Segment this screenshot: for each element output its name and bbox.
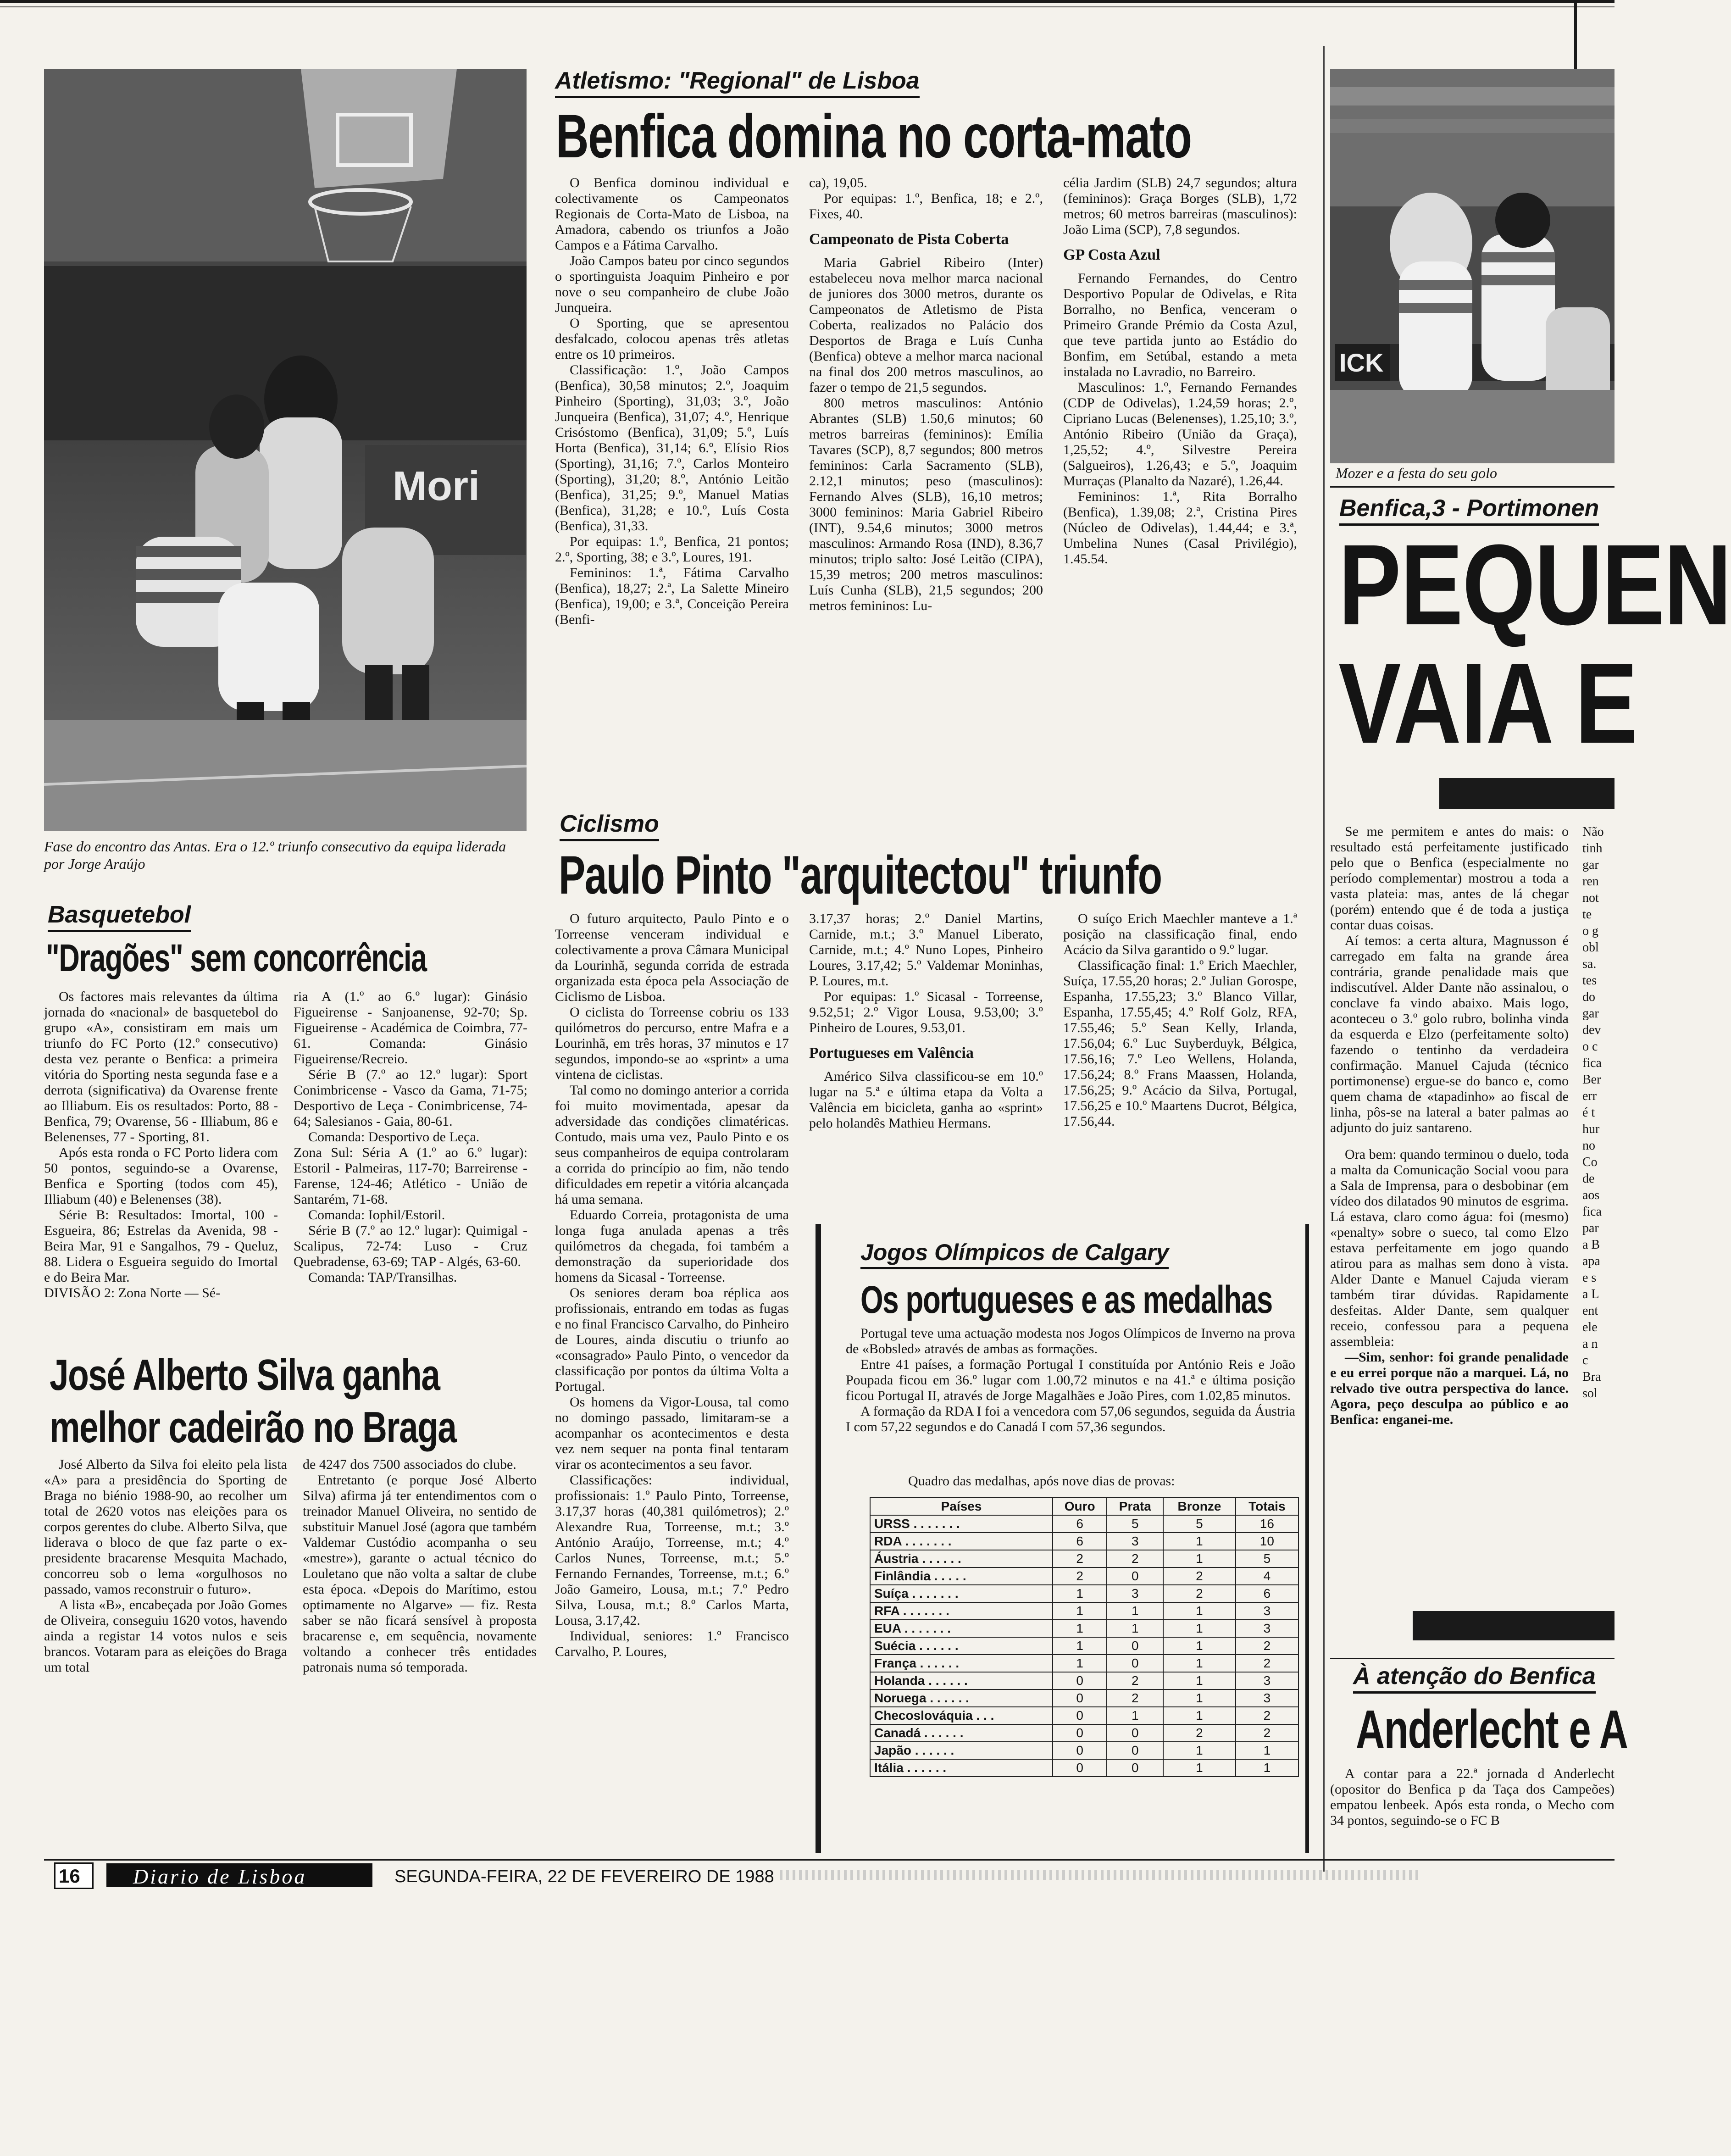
atletismo-c2-p1: ca), 19,05. bbox=[809, 175, 867, 190]
ciclismo-p4: Eduardo Correia, protagonista de uma longa fuga anulada apenas a três quilómetros da chegada, foi também a demonstração da superioridade dos homens da Sicasal - Torreense. bbox=[555, 1207, 789, 1285]
benfica-caption-rule bbox=[1330, 486, 1614, 488]
atletismo-col-3 bbox=[1063, 175, 1297, 785]
medal-count-cell: 1 bbox=[1107, 1602, 1163, 1620]
calgary-body bbox=[846, 1326, 1295, 1463]
calgary-box-left-border bbox=[816, 1224, 821, 1853]
medal-table-row bbox=[870, 1515, 1298, 1533]
benfica-col-2-fragment: sol bbox=[1582, 1386, 1598, 1400]
medal-table-row bbox=[870, 1707, 1298, 1724]
medal-country-cell: EUA . . . . . . . bbox=[870, 1620, 1053, 1637]
calgary-p2: Entre 41 países, a formação Portugal I constituída por António Reis e João Poupada ficou em 36.º lugar com 1.00,72 minutos e na 41.ª e última posição ficou Portugal II, através de Jorge Magalhães e João Pires, com 1.02,85 minutos. bbox=[846, 1357, 1295, 1403]
medal-table-row bbox=[870, 1567, 1298, 1585]
atletismo-p2: João Campos bateu por cinco segundos o sportinguista Joaquim Pinheiro e por nove o seu companheiro de clube João Junqueira. bbox=[555, 253, 789, 315]
medal-col-header: Totais bbox=[1236, 1498, 1298, 1515]
medal-count-cell: 2 bbox=[1053, 1550, 1107, 1567]
medal-country-cell: Noruega . . . . . . bbox=[870, 1689, 1053, 1707]
medal-count-cell: 1 bbox=[1163, 1742, 1236, 1759]
benfica-col-2-fragment: tinh bbox=[1582, 841, 1603, 856]
medal-count-cell: 2 bbox=[1107, 1672, 1163, 1689]
benfica-col-1 bbox=[1330, 824, 1569, 1604]
braga-col-1 bbox=[44, 1457, 287, 1847]
medal-country-cell: Holanda . . . . . . bbox=[870, 1672, 1053, 1689]
medal-table-row bbox=[870, 1672, 1298, 1689]
basketball-photo-image bbox=[44, 69, 527, 831]
anderlecht-kicker-text: À atenção do Benfica bbox=[1353, 1663, 1596, 1694]
benfica-col-2-fragment: Ber bbox=[1582, 1072, 1601, 1087]
braga-col-2 bbox=[303, 1457, 537, 1847]
atletismo-c3-p1: célia Jardim (SLB) 24,7 segundos; altura (femininos): Graça Borges (SLB), 1,72 metros; 60 metros barreiras (masculinos): João Lima (SCP), 7,8 segundos. bbox=[1063, 175, 1297, 237]
benfica-col-2-fragment: o g bbox=[1582, 924, 1598, 938]
medal-count-cell: 16 bbox=[1236, 1515, 1298, 1533]
medal-count-cell: 5 bbox=[1107, 1515, 1163, 1533]
medal-count-cell: 0 bbox=[1107, 1742, 1163, 1759]
benfica-col-2-fragment: do bbox=[1582, 990, 1595, 1004]
benfica-p1: Se me permitem e antes do mais: o resultado está perfeitamente justificado pelo que o Benfica (especialmente no período complementar) mostrou a toda a vasta plateia: mas, antes de lá chegar (porém) entendo que é de toda a justiça contar duas coisas. bbox=[1330, 824, 1569, 933]
medal-country-cell: URSS . . . . . . . bbox=[870, 1515, 1053, 1533]
benfica-col-2-fragment: o c bbox=[1582, 1039, 1598, 1054]
medal-count-cell: 3 bbox=[1236, 1620, 1298, 1637]
benfica-col-2-fragment: ent bbox=[1582, 1304, 1598, 1318]
medal-table-row bbox=[870, 1585, 1298, 1602]
medal-table-row bbox=[870, 1550, 1298, 1567]
atletismo-p1: O Benfica dominou individual e colectivamente os Campeonatos Regionais de Corta-Mato de Lisboa, na Amadora, cabendo os triunfos a João Campos e a Fátima Carvalho. bbox=[555, 175, 789, 253]
benfica-p3: Ora bem: quando terminou o duelo, toda a malta da Comunicação Social voou para a Sala de Imprensa, para o desbobinar (em vídeo dos dilatados 90 minutos de esgrima. Lá estava, claro como água: foi (mesmo) «penalty» sobre o sueco, tal como Elzo estava perfeitamente em jogo quando atirou para as malhas sem dono à vista. Alder Dante e Manuel Cajuda vieram também tirar dúvidas. Rapidamente desfeitas. Alder Dante, sem qualquer receio, confessou para a pequena assembleia: bbox=[1330, 1147, 1569, 1349]
medal-table-row bbox=[870, 1602, 1298, 1620]
medal-count-cell: 4 bbox=[1236, 1567, 1298, 1585]
medal-count-cell: 0 bbox=[1053, 1724, 1107, 1742]
medal-count-cell: 0 bbox=[1053, 1759, 1107, 1777]
benfica-kicker bbox=[1339, 495, 1599, 522]
medal-count-cell: 1 bbox=[1163, 1602, 1236, 1620]
basquetebol-col-1 bbox=[44, 989, 278, 1347]
atletismo-kicker bbox=[555, 67, 920, 94]
benfica-kicker-text: Benfica,3 - Portimonen bbox=[1339, 495, 1599, 526]
medal-table-row bbox=[870, 1620, 1298, 1637]
medal-country-cell: Canadá . . . . . . bbox=[870, 1724, 1053, 1742]
medal-count-cell: 2 bbox=[1163, 1724, 1236, 1742]
atletismo-kicker-text: Atletismo: "Regional" de Lisboa bbox=[555, 67, 920, 98]
medal-country-cell: Áustria . . . . . . bbox=[870, 1550, 1053, 1567]
benfica-col-2-fragment: not bbox=[1582, 891, 1599, 905]
medal-table-title: Quadro das medalhas, após nove dias de provas: bbox=[908, 1473, 1175, 1489]
basquetebol-c2-p1: ria A (1.º ao 6.º lugar): Ginásio Figueirense - Sanjoanense, 92-70; Sp. Figueirense - Académica de Coimbra, 77-61. Comanda: Ginásio Figueirense/Recreio. bbox=[294, 989, 527, 1067]
ciclismo-p6: Os homens da Vigor-Lousa, tal como no domingo passado, limitaram-se a acompanhar os acontecimentos e desta vez nem sequer na ponta final tentaram virar os acontecimentos a seu favor. bbox=[555, 1395, 789, 1472]
benfica-col-2-fragment: fica bbox=[1582, 1056, 1602, 1070]
medal-count-cell: 10 bbox=[1236, 1533, 1298, 1550]
medal-count-cell: 2 bbox=[1163, 1585, 1236, 1602]
medal-count-cell: 0 bbox=[1107, 1724, 1163, 1742]
medal-count-cell: 0 bbox=[1053, 1689, 1107, 1707]
svg-text:Mori: Mori bbox=[393, 463, 480, 509]
benfica-col-2-fragment: ren bbox=[1582, 874, 1599, 889]
calgary-p1: Portugal teve uma actuação modesta nos Jogos Olímpicos de Inverno na prova de «Bobsled» através de ambas as formações. bbox=[846, 1326, 1295, 1356]
medal-count-cell: 0 bbox=[1107, 1655, 1163, 1672]
basquetebol-c2-p5: Comanda: Iophil/Estoril. bbox=[308, 1207, 445, 1222]
benfica-p2: Aí temos: a certa altura, Magnusson é carregado em falta na grande área contrária, grande penalidade mais que indiscutível. Alder Dante não assinalou, o conclave fa vindo abaixo. Mais logo, aconteceu o 3.º golo rubro, bolinha vinda da esquerda e Elzo (perfeitamente solto) fazendo o tentinho da verdadeira confirmação. Manuel Cajuda (técnico portimonense) ergue-se do banco e, como quem chama de «tapadinho» ao fiscal de linha, pôs-se na lateral a bater palmas ao adjunto do juiz santareno. bbox=[1330, 933, 1569, 1135]
medal-count-cell: 1 bbox=[1163, 1620, 1236, 1637]
ciclismo-c3-p2: Classificação final: 1.º Erich Maechler, Suíça, 17.55,20 horas; 2.º Julian Gorospe, Espanha, 17.55,23; 3.º Blanco Villar, Espanha, 17.55,45; 4.º Rolf Golz, RFA, 17.55,46; 5.º Sean Kelly, Irlanda, 17.56,04; 6.º Luc Suyberduyk, Bélgica, 17.56,16; 7.º Leo Wellens, Holanda, 17.56,24; 8.º Frans Maassen, Holanda, 17.56,25; 9.º Acácio da Silva, Portugal, 17.56,25 e 10.º Maartens Ducrot, Bélgica, 17.56,44. bbox=[1063, 958, 1297, 1129]
benfica-col-2-fragment: par bbox=[1582, 1221, 1599, 1235]
ciclismo-col-3 bbox=[1063, 911, 1297, 1214]
medal-count-cell: 6 bbox=[1053, 1533, 1107, 1550]
medal-table-body bbox=[870, 1515, 1298, 1777]
benfica-headline-line-2: VAIA E bbox=[1338, 639, 1637, 767]
ciclismo-kicker-text: Ciclismo bbox=[560, 811, 659, 841]
medal-count-cell: 2 bbox=[1163, 1567, 1236, 1585]
ciclismo-c2-p1: 3.17,37 horas; 2.º Daniel Martins, Carnide, m.t.; 3.º Manuel Liberato, Carnide, m.t.; 4.º Nuno Lopes, Pinheiro Loures, 3.17,42; 5.º Valdemar Moninhas, P. Loures, m.t. bbox=[809, 911, 1043, 989]
top-border-thin bbox=[0, 6, 1614, 7]
calgary-kicker bbox=[860, 1239, 1169, 1266]
benfica-black-bar-bottom bbox=[1413, 1611, 1614, 1640]
top-border bbox=[0, 0, 1614, 3]
medal-table bbox=[870, 1497, 1299, 1777]
medal-count-cell: 2 bbox=[1236, 1655, 1298, 1672]
atletismo-col-2 bbox=[809, 175, 1043, 785]
basquetebol-col-2 bbox=[294, 989, 527, 1347]
atletismo-c3-p3: Masculinos: 1.º, Fernando Fernandes (CDP de Odivelas), 1.24,59 horas; 2.º, Cipriano Lucas (Belenenses), 1.25,10; 3.º, António Ribeiro (União da Graça), 1,25,52; 4.º, Silvestre Pereira (Salgueiros), 1.26,43; e 5.º, Joaquim Murraças (Planalto da Nazaré), 1.26,44. bbox=[1063, 380, 1297, 489]
benfica-col-2-fragment: a B bbox=[1582, 1238, 1600, 1252]
braga-headline-line-2: melhor cadeirão no Braga bbox=[50, 1403, 456, 1452]
ciclismo-valencia-subhead: Portugueses em Valência bbox=[809, 1045, 974, 1061]
ciclismo-col-2 bbox=[809, 911, 1043, 1168]
ciclismo-p3: Tal como no domingo anterior a corrida foi muito movimentada, apesar da adversidade das condições climatéricas. Contudo, mais uma vez, Paulo Pinto e os seus companheiros de equipa controlaram a corrida do princípio ao fim, não tendo dificuldades em repetir a vitória alcançada há uma semana. bbox=[555, 1083, 789, 1207]
medal-col-header: Bronze bbox=[1163, 1498, 1236, 1515]
medal-count-cell: 5 bbox=[1236, 1550, 1298, 1567]
benfica-col-2-fragment: Co bbox=[1582, 1155, 1598, 1169]
medal-count-cell: 6 bbox=[1053, 1515, 1107, 1533]
medal-table-row bbox=[870, 1637, 1298, 1655]
ciclismo-c2-p2: Por equipas: 1.º Sicasal - Torreense, 9.52,51; 2.º Vigor Lousa, 9.53,00; 3.º Pinheiro de Loures, 9.53,01. bbox=[809, 989, 1043, 1035]
ciclismo-p2: O ciclista do Torreense cobriu os 133 quilómetros do percurso, entre Mafra e a Lourinhã, em três horas, 37 minutos e 17 segundos, impondo-se ao «sprint» a uma vintena de ciclistas. bbox=[555, 1005, 789, 1082]
medal-count-cell: 6 bbox=[1236, 1585, 1298, 1602]
medal-count-cell: 3 bbox=[1236, 1602, 1298, 1620]
ciclismo-p8: Individual, seniores: 1.º Francisco Carvalho, P. Loures, bbox=[555, 1628, 789, 1659]
ciclismo-p1: O futuro arquitecto, Paulo Pinto e o Torreense venceram individual e colectivamente a prova Câmara Municipal da Lourinhã, segunda corrida de estrada organizada esta época pela Associação de Ciclismo de Lisboa. bbox=[555, 911, 789, 1004]
braga-c2-p1: de 4247 dos 7500 associados do clube. bbox=[303, 1457, 516, 1472]
calgary-headline: Os portugueses e as medalhas bbox=[860, 1278, 1272, 1321]
atletismo-p3: O Sporting, que se apresentou desfalcado, colocou apenas três atletas entre os 10 primeiros. bbox=[555, 316, 789, 362]
benfica-col-2-fragment: err bbox=[1582, 1089, 1597, 1103]
benfica-photo-image bbox=[1330, 69, 1614, 463]
footer-rule bbox=[44, 1859, 1614, 1861]
braga-headline-line-1: José Alberto Silva ganha bbox=[50, 1350, 440, 1400]
medal-count-cell: 2 bbox=[1236, 1707, 1298, 1724]
medal-table-row bbox=[870, 1759, 1298, 1777]
benfica-col-2-fragment: dev bbox=[1582, 1023, 1601, 1037]
atletismo-c2-p4: 800 metros masculinos: António Abrantes (SLB) 1.50,6 minutos; 60 metros barreiras (femininos): Emília Tavares (SCP), 8,7 segundos; 800 metros femininos: Carla Sacramento (SLB), 2.12,1 minutos; peso (masculinos): Fernando Alves (SLB), 16,10 metros; 3000 femininos: Maria Gabriel Ribeiro (INT), 9.54,6 minutos; 3000 metros masculinos: Armando Rosa (IND), 8.36,7 minutos; triplo salto: José Leitão (CIPA), 15,39 metros; 200 metros masculinos: Luís Cunha (SLB), 21,5 segundos; 200 metros femininos: Lu- bbox=[809, 395, 1043, 613]
medal-country-cell: Itália . . . . . . bbox=[870, 1759, 1053, 1777]
medal-table-row bbox=[870, 1533, 1298, 1550]
benfica-col-2-fragment: sa. bbox=[1582, 957, 1597, 971]
benfica-black-bar-top bbox=[1439, 778, 1614, 809]
medal-country-cell: RDA . . . . . . . bbox=[870, 1533, 1053, 1550]
medal-table-row bbox=[870, 1655, 1298, 1672]
calgary-box-right-border bbox=[1305, 1224, 1309, 1853]
benfica-photo bbox=[1330, 69, 1614, 463]
medal-count-cell: 1 bbox=[1163, 1637, 1236, 1655]
benfica-col-2-fragment: c bbox=[1582, 1353, 1588, 1367]
basquetebol-c2-p6: Série B (7.º ao 12.º lugar): Quimigal - Scalipus, 72-74: Luso - Cruz Quebradense, 63-69; TAP - Algés, 63-60. bbox=[294, 1223, 527, 1269]
atletismo-c2-p3: Maria Gabriel Ribeiro (Inter) estabeleceu nova melhor marca nacional de juniores dos 3000 metros, durante os Campeonatos de Atletismo de Pista Coberta, realizados no Palácio dos Desportos de Braga e Luís Cunha (Benfica) obteve a melhor marca nacional na final dos 200 metros masculinos, ao fazer o tempo de 21,5 segundos. bbox=[809, 255, 1043, 395]
atletismo-p4: Classificação: 1.º, João Campos (Benfica), 30,58 minutos; 2.º, Joaquim Pinheiro (Sporting), 31,03; 3.º, João Junqueira (Benfica), 31,07; 4.º, Henrique Crisóstomo (Benfica), 31,09; 5.º, Luís Horta (Benfica), 31,14; 6.º, Elísio Rios (Sporting), 31,16; 7.º, Carlos Monteiro (Sporting), 31,20; 8.º, António Leitão (Benfica), 31,25; 9.º, Manuel Matias (Benfica), 31,28; e 10.º, Luís Costa (Benfica), 31,33. bbox=[555, 362, 789, 533]
medal-count-cell: 1 bbox=[1053, 1620, 1107, 1637]
atletismo-c2-p2: Por equipas: 1.º, Benfica, 18; e 2.º, Fixes, 40. bbox=[809, 191, 1043, 222]
atletismo-headline: Benfica domina no corta-mato bbox=[556, 102, 1192, 171]
medal-count-cell: 5 bbox=[1163, 1515, 1236, 1533]
medal-count-cell: 3 bbox=[1107, 1585, 1163, 1602]
medal-count-cell: 2 bbox=[1236, 1637, 1298, 1655]
ciclismo-p5: Os seniores deram boa réplica aos profissionais, entrando em todas as fugas e no final Francisco Carvalho, do Pinheiro de Loures, ainda discutiu o triunfo ao «consagrado» Paulo Pinto, o vencedor da classificação por pontos da última Volta a Portugal. bbox=[555, 1285, 789, 1394]
medal-table-row bbox=[870, 1742, 1298, 1759]
benfica-col-2-fragment: apa bbox=[1582, 1254, 1600, 1268]
basketball-photo bbox=[44, 69, 527, 831]
medal-table-row bbox=[870, 1689, 1298, 1707]
medal-count-cell: 1 bbox=[1053, 1655, 1107, 1672]
medal-count-cell: 0 bbox=[1053, 1707, 1107, 1724]
page-number: 16 bbox=[59, 1865, 80, 1887]
calgary-kicker-text: Jogos Olímpicos de Calgary bbox=[860, 1239, 1169, 1269]
medal-count-cell: 2 bbox=[1053, 1567, 1107, 1585]
medal-count-cell: 1 bbox=[1236, 1742, 1298, 1759]
page-date: SEGUNDA-FEIRA, 22 DE FEVEREIRO DE 1988 bbox=[394, 1867, 774, 1886]
atletismo-pista-coberta-subhead: Campeonato de Pista Coberta bbox=[809, 231, 1009, 248]
svg-text:ICK: ICK bbox=[1339, 348, 1384, 377]
anderlecht-p1: A contar para a 22.ª jornada d Anderlecht (opositor do Benfica p da Taça dos Campeões) empatou lenbeek. Após esta ronda, o Mecho com 34 pontos, seguindo-se o FC B bbox=[1330, 1766, 1614, 1828]
benfica-headline-line-1: PEQUEN bbox=[1338, 521, 1731, 649]
atletismo-p6: Femininos: 1.ª, Fátima Carvalho (Benfica), 18,27; 2.ª, La Salette Mineiro (Benfica), 19,00; e 3.ª, Conceição Pereira (Benfi- bbox=[555, 565, 789, 627]
basquetebol-p4: DIVISÃO 2: Zona Norte — Sé- bbox=[44, 1285, 221, 1300]
basquetebol-c2-p2: Série B (7.º ao 12.º lugar): Sport Conimbricense - Vasco da Gama, 71-75; Desportivo de Leça - Conimbricense, 74-64; Salesianos - Gaia, 80-61. bbox=[294, 1067, 527, 1129]
medal-table-row bbox=[870, 1724, 1298, 1742]
medal-count-cell: 0 bbox=[1107, 1759, 1163, 1777]
medal-count-cell: 1 bbox=[1163, 1550, 1236, 1567]
braga-c2-p2: Entretanto (e porque José Alberto Silva) afirma já ter entendimentos com o treinador Manuel Oliveira, no sentido de substituir Manuel José (agora que também Valdemar Custódio acompanha o seu «mestre»), garante o actual técnico do Louletano que não volta a saltar de clube esta época. «Depois do Marítimo, estou optimamente no Algarve» — fiz. Resta saber se não ficará sensível à proposta bracarense e, em sequência, novamente voltando a conhecer três entidades patronais numa só temporada. bbox=[303, 1473, 537, 1675]
medal-count-cell: 0 bbox=[1107, 1567, 1163, 1585]
benfica-col-2-fragment: no bbox=[1582, 1139, 1595, 1153]
benfica-col-2-fragment: tes bbox=[1582, 973, 1597, 988]
medal-count-cell: 1 bbox=[1053, 1585, 1107, 1602]
medal-country-cell: Japão . . . . . . bbox=[870, 1742, 1053, 1759]
right-column-divider bbox=[1323, 46, 1325, 1872]
benfica-col-2-fragment: obl bbox=[1582, 940, 1599, 955]
ciclismo-col-1 bbox=[555, 911, 789, 1851]
basquetebol-p1: Os factores mais relevantes da última jornada do «nacional» de basquetebol do grupo «A», consistiram em mais um triunfo do FC Porto (12.º consecutivo) desta vez perante o Benfica: a primeira vitória do Sporting nesta segunda fase e a derrota (significativa) da Ovarense frente ao Illiabum. Eis os resultados: Porto, 88 - Benfica, 79; Ovarense, 56 - Illiabum, 86 e Belenenses, 77 - Sporting, 81. bbox=[44, 989, 278, 1145]
ciclismo-c2-p3: Américo Silva classificou-se em 10.º lugar na 5.ª e última etapa da Volta a Valência em bicicleta, ganha ao «sprint» pelo holandês Mathieu Hermans. bbox=[809, 1069, 1043, 1131]
medal-count-cell: 3 bbox=[1236, 1689, 1298, 1707]
benfica-col-2-fragment: hur bbox=[1582, 1122, 1600, 1136]
benfica-col-2-fragment: a L bbox=[1582, 1287, 1599, 1301]
medal-col-header: Países bbox=[870, 1498, 1053, 1515]
benfica-col-2-fragment: gar bbox=[1582, 858, 1599, 872]
atletismo-col-1 bbox=[555, 175, 789, 785]
medal-count-cell: 0 bbox=[1053, 1672, 1107, 1689]
medal-count-cell: 3 bbox=[1107, 1533, 1163, 1550]
benfica-col-2-fragment: ele bbox=[1582, 1320, 1598, 1334]
basketball-photo-caption: Fase do encontro das Antas. Era o 12.º triunfo consecutivo da equipa liderada por Jorge Araújo bbox=[44, 838, 506, 872]
medal-country-cell: França . . . . . . bbox=[870, 1655, 1053, 1672]
benfica-col-2-fragment: Bra bbox=[1582, 1370, 1601, 1384]
basquetebol-headline: "Dragões" sem concorrência bbox=[46, 936, 427, 979]
basquetebol-c2-p3: Comanda: Desportivo de Leça. bbox=[308, 1129, 480, 1145]
basquetebol-p3: Série B: Resultados: Imortal, 100 - Esgueira, 86; Estrelas da Avenida, 98 - Beira Mar, 91 e Sangalhos, 79 - Queluz, 88. Lidera o Esgueira seguido do Imortal e do Beira Mar. bbox=[44, 1207, 278, 1285]
atletismo-c3-p4: Femininos: 1.ª, Rita Borralho (Benfica), 1.39,08; 2.ª, Cristina Pires (Núcleo de Odivelas), 1.44,44; e 3.ª, Umbelina Nunes (Casal Privilégio), 1.45.54. bbox=[1063, 489, 1297, 567]
basquetebol-p2: Após esta ronda o FC Porto lidera com 50 pontos, seguindo-se a Ovarense, Benfica e Sporting (todos com 45), Illiabum (40) e Belenenses (38). bbox=[44, 1145, 278, 1207]
medal-table-header bbox=[870, 1498, 1298, 1515]
basquetebol-kicker bbox=[48, 901, 191, 928]
medal-count-cell: 2 bbox=[1236, 1724, 1298, 1742]
ciclismo-kicker bbox=[560, 810, 659, 838]
atletismo-gp-costa-azul-subhead: GP Costa Azul bbox=[1063, 246, 1160, 263]
medal-country-cell: Checoslováquia . . . bbox=[870, 1707, 1053, 1724]
anderlecht-body bbox=[1330, 1766, 1614, 1853]
basquetebol-kicker-text: Basquetebol bbox=[48, 901, 191, 932]
anderlecht-top-rule bbox=[1330, 1658, 1614, 1659]
benfica-col-2-fragment: fica bbox=[1582, 1205, 1602, 1219]
atletismo-p5: Por equipas: 1.º, Benfica, 21 pontos; 2.º, Sporting, 38; e 3.º, Loures, 191. bbox=[555, 534, 789, 565]
masthead: Diario de Lisboa bbox=[133, 1865, 307, 1888]
medal-count-cell: 2 bbox=[1107, 1550, 1163, 1567]
medal-count-cell: 3 bbox=[1236, 1672, 1298, 1689]
benfica-col-2-fragment: a n bbox=[1582, 1337, 1598, 1351]
benfica-col-2-fragment: Não bbox=[1582, 825, 1604, 839]
medal-count-cell: 1 bbox=[1163, 1689, 1236, 1707]
medal-count-cell: 0 bbox=[1053, 1742, 1107, 1759]
medal-count-cell: 1 bbox=[1163, 1759, 1236, 1777]
medal-country-cell: Finlândia . . . . . bbox=[870, 1567, 1053, 1585]
medal-count-cell: 1 bbox=[1053, 1602, 1107, 1620]
anderlecht-headline: Anderlecht e A bbox=[1356, 1699, 1628, 1760]
braga-p2: A lista «B», encabeçada por João Gomes de Oliveira, conseguiu 1620 votos, havendo ainda a registar 14 votos nulos e seis brancos. Votaram para as eleições do Braga um total bbox=[44, 1597, 287, 1675]
ciclismo-headline: Paulo Pinto "arquitectou" triunfo bbox=[559, 845, 1162, 906]
medal-count-cell: 0 bbox=[1107, 1637, 1163, 1655]
ciclismo-c3-p1: O suíço Erich Maechler manteve a 1.ª posição na classificação final, endo Acácio da Silva garantido o 9.º lugar. bbox=[1063, 911, 1297, 957]
ciclismo-p7: Classificações: individual, profissionais: 1.º Paulo Pinto, Torreense, 3.17,37 horas (40,381 quilómetros); 2.º Alexandre Rua, Torreense, m.t.; 3.º António Araújo, Torreense, m.t.; 4.º Carlos Nunes, Torreense, m.t.; 5.º Fernando Fernandes, Torreense, m.t.; 6.º João Gameiro, Lousa, m.t.; 7.º Pedro Silva, Lousa, m.t.; 8.º Carlos Marta, Lousa, 3.17,42. bbox=[555, 1473, 789, 1628]
benfica-photo-caption: Mozer e a festa do seu golo bbox=[1336, 465, 1497, 481]
medal-country-cell: RFA . . . . . . . bbox=[870, 1602, 1053, 1620]
atletismo-c3-p2: Fernando Fernandes, do Centro Desportivo Popular de Odivelas, e Rita Borralho, no Benfica, venceram o Primeiro Grande Prémio da Costa Azul, que teve partida junto ao Estádio do Bonfim, em Setúbal, estando a meta instalada no Lavradio, no Barreiro. bbox=[1063, 271, 1297, 379]
medal-col-header: Prata bbox=[1107, 1498, 1163, 1515]
medal-count-cell: 2 bbox=[1107, 1689, 1163, 1707]
anderlecht-kicker bbox=[1353, 1662, 1596, 1690]
medal-count-cell: 1 bbox=[1107, 1707, 1163, 1724]
benfica-col-2-fragment: aos bbox=[1582, 1188, 1600, 1202]
medal-count-cell: 1 bbox=[1163, 1655, 1236, 1672]
medal-country-cell: Suíça . . . . . . . bbox=[870, 1585, 1053, 1602]
medal-count-cell: 1 bbox=[1236, 1759, 1298, 1777]
footer-bleed-texture bbox=[780, 1870, 1422, 1880]
benfica-col-2-fragment: é t bbox=[1582, 1106, 1595, 1120]
medal-count-cell: 1 bbox=[1163, 1533, 1236, 1550]
benfica-col-2-fragment: e s bbox=[1582, 1271, 1597, 1285]
medal-count-cell: 1 bbox=[1163, 1707, 1236, 1724]
benfica-col-2 bbox=[1582, 824, 1614, 1604]
basquetebol-c2-p7: Comanda: TAP/Transilhas. bbox=[308, 1270, 457, 1285]
medal-count-cell: 1 bbox=[1053, 1637, 1107, 1655]
basquetebol-c2-p4: Zona Sul: Séria A (1.º ao 6.º lugar): Estoril - Palmeiras, 117-70; Barreirense -Farense, 124-46; Atlético - União de Santarém, 71-68. bbox=[294, 1145, 527, 1207]
benfica-col-2-fragment: te bbox=[1582, 907, 1592, 922]
medal-country-cell: Suécia . . . . . . bbox=[870, 1637, 1053, 1655]
calgary-p3: A formação da RDA I foi a vencedora com 57,06 segundos, seguida da Áustria I com 57,22 segundos e do Canadá I com 57,36 segundos. bbox=[846, 1404, 1295, 1434]
benfica-col-2-fragment: de bbox=[1582, 1172, 1595, 1186]
medal-col-header: Ouro bbox=[1053, 1498, 1107, 1515]
braga-p1: José Alberto da Silva foi eleito pela lista «A» para a presidência do Sporting de Braga no biénio 1988-90, ao recolher um total de 2620 votos nas eleições para os corpos gerentes do clube. Alberto Silva, que liderava o bloco de que faz parte o ex-presidente bracarense Mesquita Machado, concorreu sob o lema «orgulhosos no passado, vamos reconstruir o futuro». bbox=[44, 1457, 287, 1597]
medal-count-cell: 1 bbox=[1107, 1620, 1163, 1637]
medal-count-cell: 1 bbox=[1163, 1672, 1236, 1689]
benfica-p4: —Sim, senhor: foi grande penalidade e eu errei porque não a marquei. Lá, no relvado tive outra perspectiva do lance. Agora, peço desculpa ao público e ao Benfica: enganei-me. bbox=[1330, 1350, 1569, 1427]
benfica-col-2-fragment: gar bbox=[1582, 1006, 1599, 1021]
